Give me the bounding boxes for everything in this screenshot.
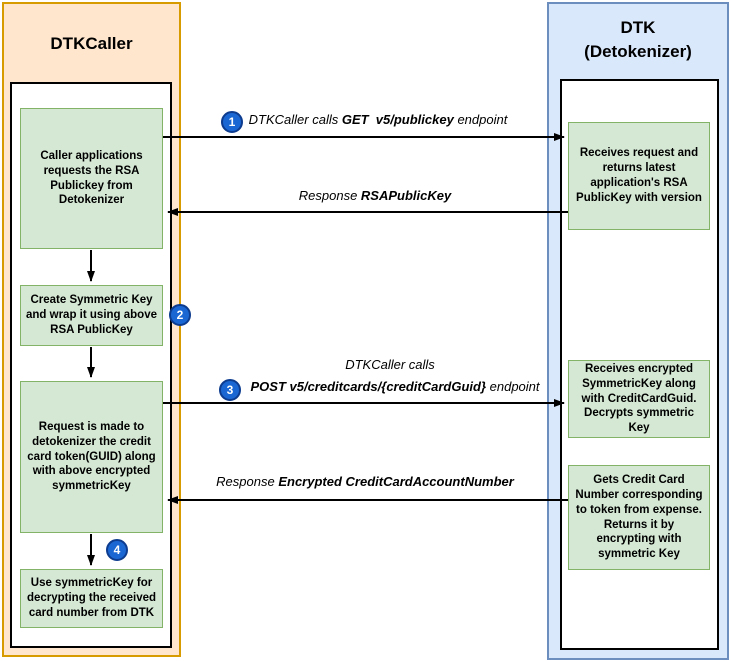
caller-step-decrypt-card-number <box>20 569 163 628</box>
message-response-creditcard-pre: Response <box>216 474 279 489</box>
dtk-step-decrypt-symmetric-key <box>568 360 710 438</box>
step-badge-2 <box>169 304 191 326</box>
dtk-lane-title <box>547 16 729 64</box>
caller-step-create-symmetric-key-label: Create Symmetric Key and wrap it using above RSA PublicKey <box>26 294 157 336</box>
dtk-step-return-card-number <box>568 465 710 570</box>
dtk-lane-title-line2: (Detokenizer) <box>584 42 692 61</box>
caller-step-decrypt-card-number-label: Use symmetricKey for decrypting the received card number from DTK <box>26 577 157 619</box>
message-response-creditcard-value: Encrypted CreditCardAccountNumber <box>278 474 514 489</box>
message-request-creditcard-post: endpoint <box>486 379 540 394</box>
message-request-publickey-pre: DTKCaller calls <box>248 112 342 127</box>
step-badge-1 <box>221 111 243 133</box>
message-response-publickey <box>260 188 490 203</box>
message-request-creditcard-line2 <box>245 379 545 394</box>
step-badge-2-number: 2 <box>176 308 184 322</box>
caller-step-request-publickey <box>20 108 163 249</box>
caller-step-request-publickey-label: Caller applications requests the RSA Publickey from Detokenizer <box>40 149 143 207</box>
message-response-creditcard <box>205 474 525 489</box>
caller-step-request-detokenize-label: Request is made to detokenizer the credit card token(GUID) along with above encrypted symmetricKey <box>27 420 156 493</box>
message-request-creditcard-endpoint: POST v5/creditcards/{creditCardGuid} <box>250 379 487 394</box>
step-badge-3 <box>219 379 241 401</box>
caller-step-request-detokenize <box>20 381 163 533</box>
message-request-publickey-post: endpoint <box>453 112 508 127</box>
dtk-step-return-publickey <box>568 122 710 230</box>
message-request-creditcard-line1: DTKCaller calls <box>345 357 435 372</box>
step-badge-4-number: 4 <box>113 543 121 557</box>
dtk-step-decrypt-symmetric-key-label: Receives encrypted SymmetricKey along with CreditCardGuid. Decrypts symmetric Key <box>581 362 697 435</box>
message-request-publickey-endpoint: GET v5/publickey <box>341 112 454 127</box>
message-response-publickey-pre: Response <box>298 188 361 203</box>
step-badge-4 <box>106 539 128 561</box>
step-badge-1-number: 1 <box>228 115 236 129</box>
message-response-publickey-value: RSAPublicKey <box>360 188 452 203</box>
message-request-publickey <box>245 112 511 127</box>
dtk-step-return-card-number-label: Gets Credit Card Number corresponding to token from expense. Returns it by encrypting with symmetric Key <box>575 473 703 561</box>
dtk-lane-title-line1: DTK <box>620 18 656 37</box>
caller-lane-title: DTKCaller <box>50 34 133 53</box>
caller-step-create-symmetric-key <box>20 285 163 346</box>
dtk-step-return-publickey-label: Receives request and returns latest application's RSA PublicKey with version <box>576 147 702 204</box>
step-badge-3-number: 3 <box>226 383 234 397</box>
